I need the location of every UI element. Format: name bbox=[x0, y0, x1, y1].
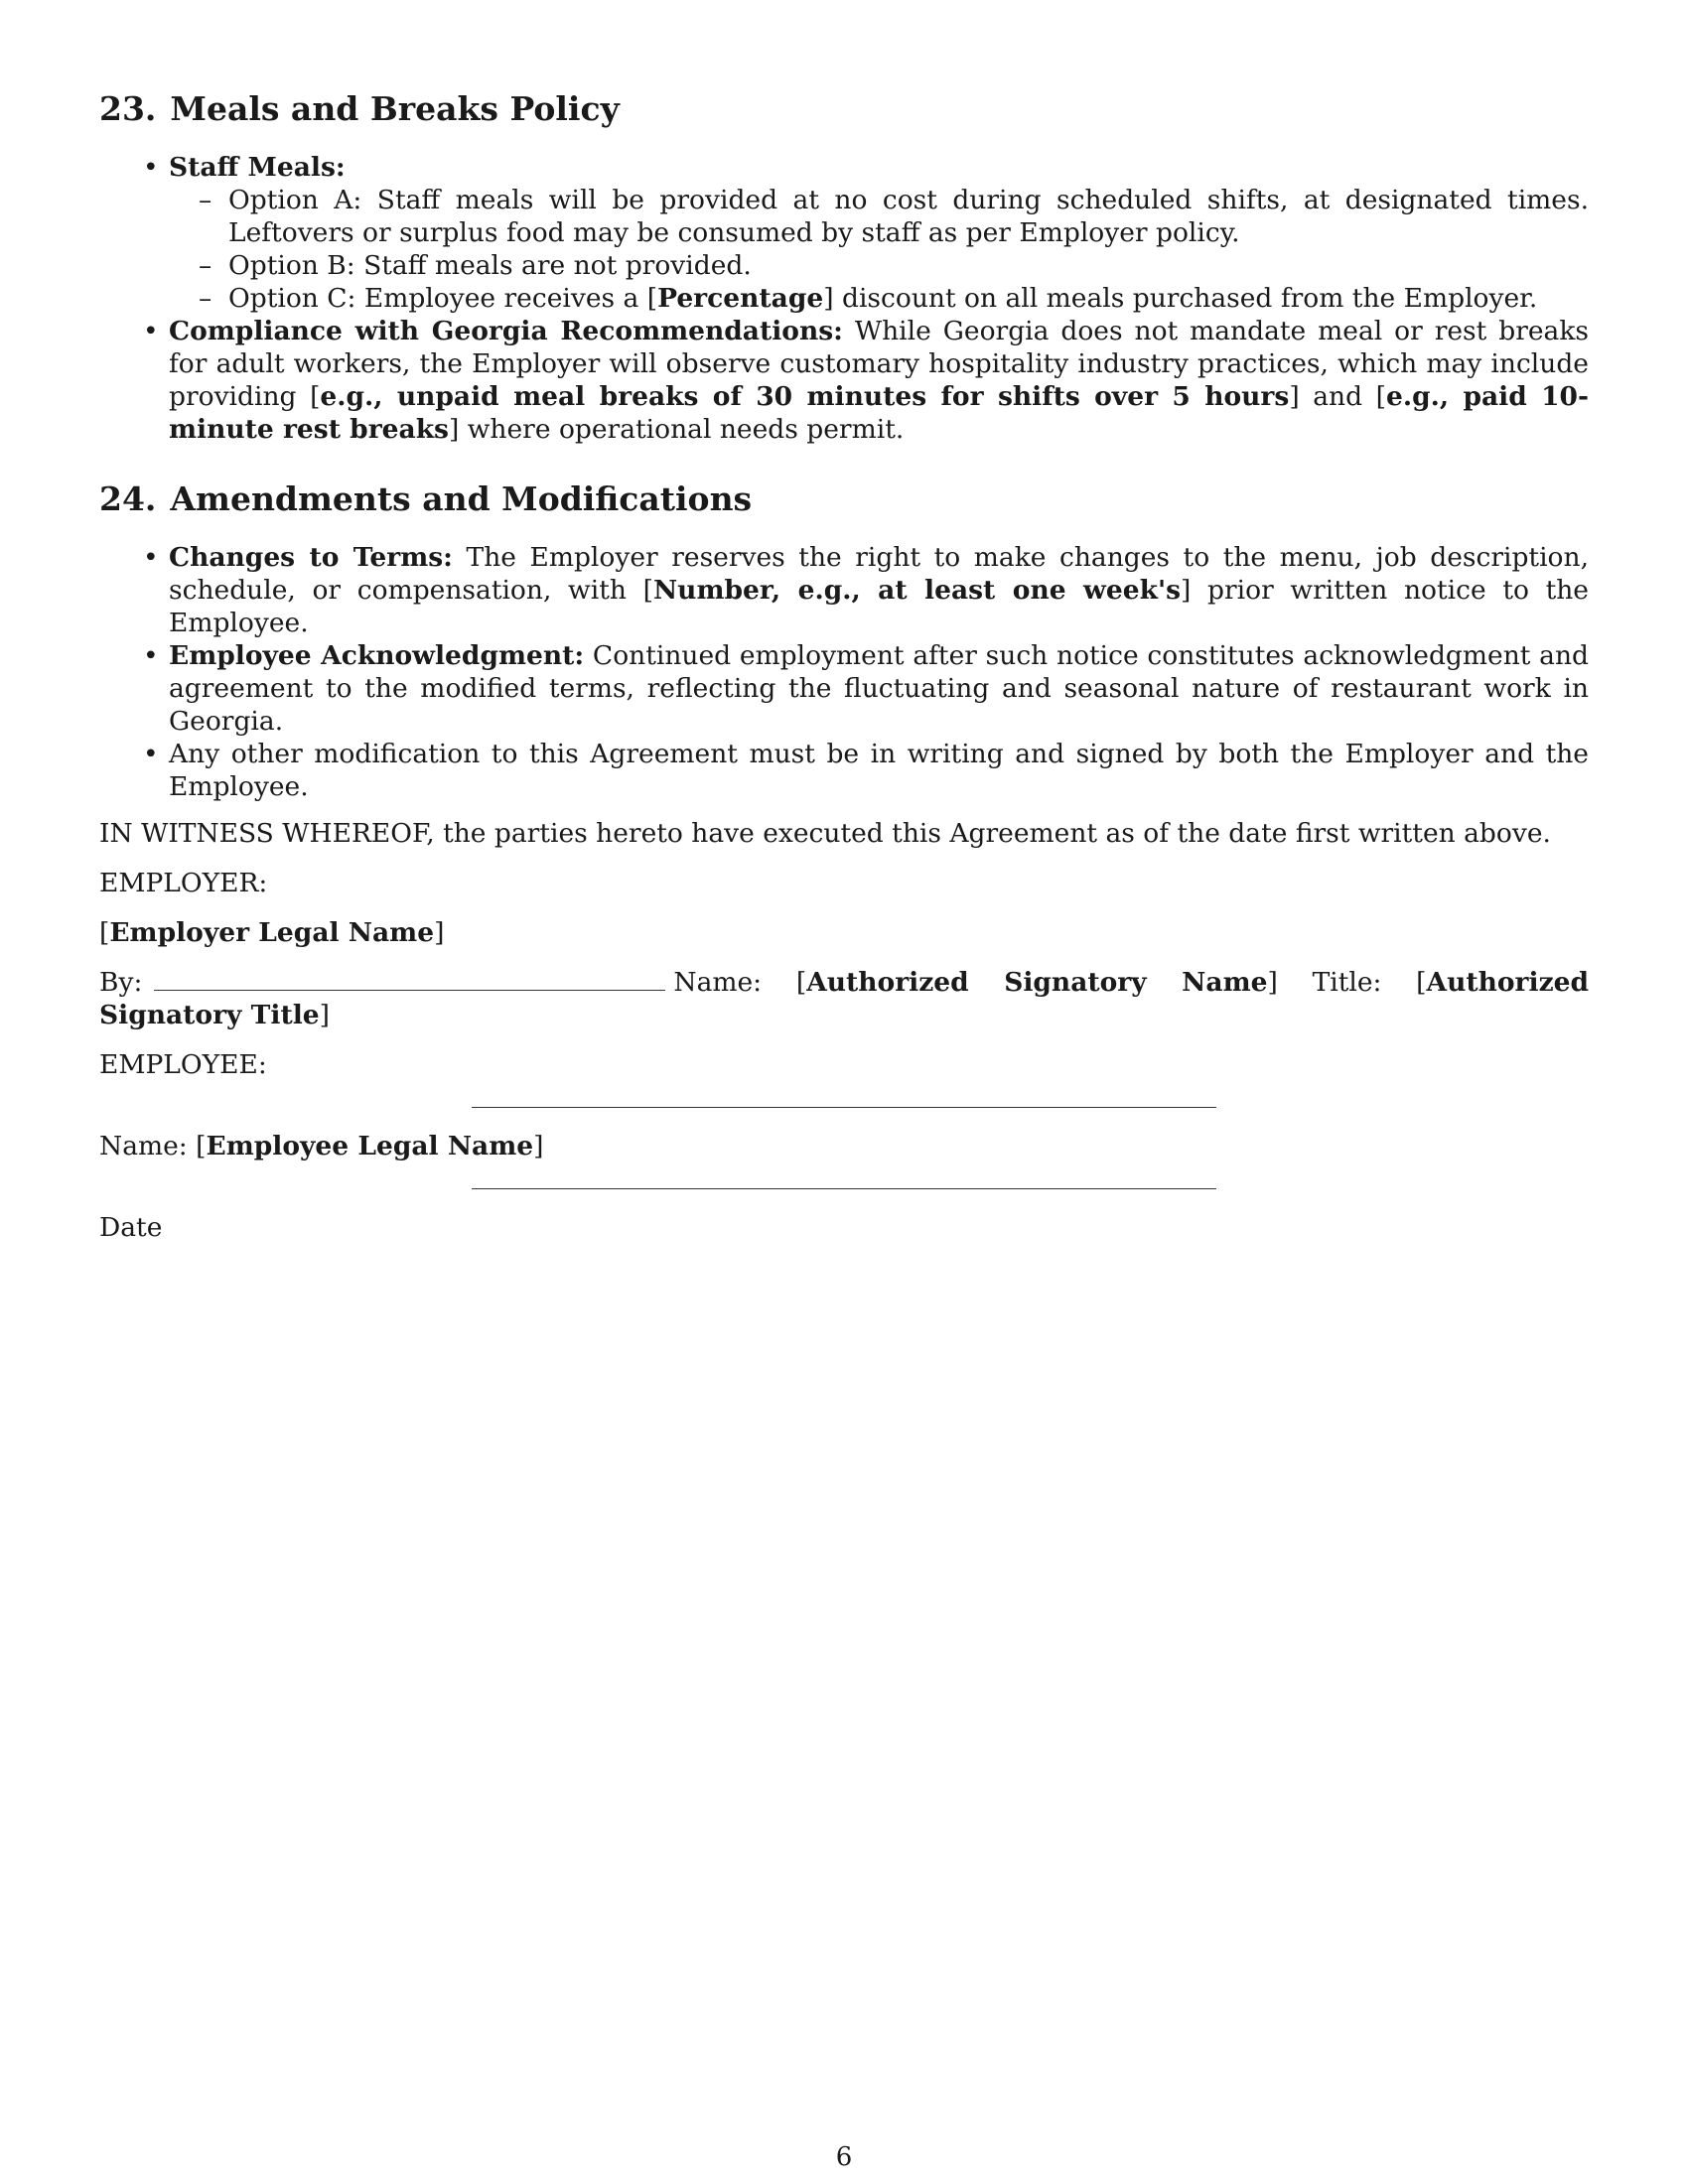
date-line[interactable] bbox=[472, 1188, 1216, 1189]
option-a: – Option A: Staff meals will be provided at no cost during scheduled shifts, at designated times. Leftovers or surplus food may be consumed by staff as per Employer policy. bbox=[228, 184, 1589, 249]
list-item-staff-meals bbox=[169, 151, 1589, 315]
item-label: Changes to Terms: bbox=[169, 542, 453, 573]
section-23-heading bbox=[99, 89, 1589, 129]
employer-signature-line[interactable] bbox=[154, 966, 665, 991]
signatory-title: Authorized Signatory Title bbox=[99, 967, 1590, 1030]
section-number: 24. bbox=[99, 479, 157, 518]
option-b: – Option B: Staff meals are not provided. bbox=[228, 249, 1589, 282]
list-item-other: • Any other modification to this Agreement must be in writing and signed by both the Employer and the Employee. bbox=[169, 738, 1589, 803]
list-item-compliance: • Compliance with Georgia Recommendations: While Georgia does not mandate meal or rest breaks for adult workers, the Employer will observe customary hospitality industry practices, which may include providing [e.g., unpaid meal breaks of 30 minutes for shifts over 5 hours] and [e.g., paid 10-minute rest breaks] where operational needs permit. bbox=[169, 315, 1589, 446]
section-title: Amendments and Modifications bbox=[170, 479, 753, 518]
item-label: Compliance with Georgia Recommendations: bbox=[169, 316, 843, 346]
employee-name: Name: [Employee Legal Name] bbox=[99, 1131, 544, 1161]
witness-clause: IN WITNESS WHEREOF, the parties hereto have executed this Agreement as of the date first written above. bbox=[99, 818, 1551, 849]
placeholder-percentage: Percentage bbox=[657, 283, 824, 314]
section-24-list bbox=[99, 541, 1589, 803]
signatory-name: Authorized Signatory Name bbox=[806, 967, 1268, 998]
section-23-list bbox=[99, 151, 1589, 446]
section-24-heading bbox=[99, 479, 1589, 519]
option-c: – Option C: Employee receives a [Percentage] discount on all meals purchased from the Employer. bbox=[228, 282, 1589, 315]
section-title: Meals and Breaks Policy bbox=[170, 89, 620, 128]
document-page bbox=[99, 89, 1589, 1244]
list-item-acknowledgment: • Employee Acknowledgment: Continued employment after such notice constitutes acknowledgment and agreement to the modified terms, reflecting the fluctuating and seasonal nature of restaurant work in Georgia. bbox=[169, 639, 1589, 738]
employer-label: EMPLOYER: bbox=[99, 868, 268, 898]
employer-signature-row: By: Name: [Authorized Signatory Name] Title: [Authorized Signatory Title] bbox=[99, 967, 1590, 1030]
employee-signature-line[interactable] bbox=[472, 1107, 1216, 1108]
employer-name: [Employer Legal Name] bbox=[99, 917, 445, 948]
item-label: Employee Acknowledgment: bbox=[169, 640, 585, 671]
staff-meals-options bbox=[169, 184, 1589, 315]
item-label: Staff Meals: bbox=[169, 152, 346, 183]
section-number: 23. bbox=[99, 89, 157, 128]
employee-label: EMPLOYEE: bbox=[99, 1049, 267, 1080]
date-label: Date bbox=[99, 1212, 163, 1243]
list-item-changes: • Changes to Terms: The Employer reserves the right to make changes to the menu, job description, schedule, or compensation, with [Number, e.g., at least one week's] prior written notice to the Employee. bbox=[169, 541, 1589, 639]
placeholder-meal-breaks: e.g., unpaid meal breaks of 30 minutes for shifts over 5 hours bbox=[320, 381, 1290, 412]
placeholder-notice-period: Number, e.g., at least one week's bbox=[652, 575, 1181, 606]
placeholder-rest-breaks: e.g., paid 10-minute rest breaks bbox=[169, 381, 1589, 445]
page-number: 6 bbox=[835, 2142, 853, 2172]
